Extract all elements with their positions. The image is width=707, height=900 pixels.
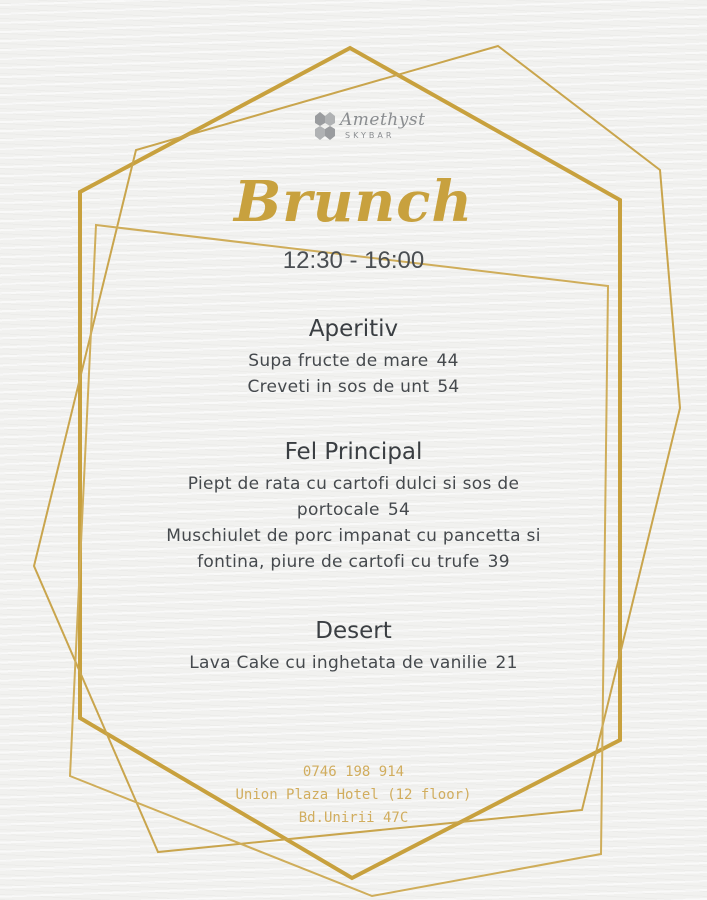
section-aperitiv [0,314,707,400]
item-name: Supa fructe de mare [248,351,429,371]
section-title: Fel Principal [284,439,423,465]
menu-item [0,650,707,676]
item-name: Lava Cake cu inghetata de vanilie [189,653,488,673]
contact-footer [0,761,707,830]
logo [312,108,442,148]
logo-subtitle: SKYBAR [345,131,395,140]
item-name: Muschiulet de porc impanat cu pancetta si fontina, piure de cartofi cu trufe [166,526,541,572]
item-price: 39 [487,552,510,572]
item-name: Piept de rata cu cartofi dulci si sos de portocale [187,474,520,520]
menu-hours: 12:30 - 16:00 [282,247,425,274]
phone-number: 0746 198 914 [302,764,405,780]
item-price: 54 [387,500,411,520]
amethyst-gem-icon [314,110,336,142]
section-desert [0,616,707,676]
menu-title: Brunch [233,169,474,235]
section-title: Desert [315,618,392,644]
item-price: 21 [495,653,518,673]
section-title: Aperitiv [308,316,399,342]
section-fel-principal [0,437,707,575]
item-price: 44 [436,351,459,371]
logo-name: Amethyst [340,110,426,130]
item-price: 54 [437,377,460,397]
venue-location: Union Plaza Hotel (12 floor) [235,787,472,803]
menu-item [0,374,707,400]
menu-item [0,348,707,374]
menu-item [134,471,574,523]
item-name: Creveti in sos de unt [247,377,430,397]
venue-address: Bd.Unirii 47C [298,810,409,826]
menu-item [134,523,574,575]
